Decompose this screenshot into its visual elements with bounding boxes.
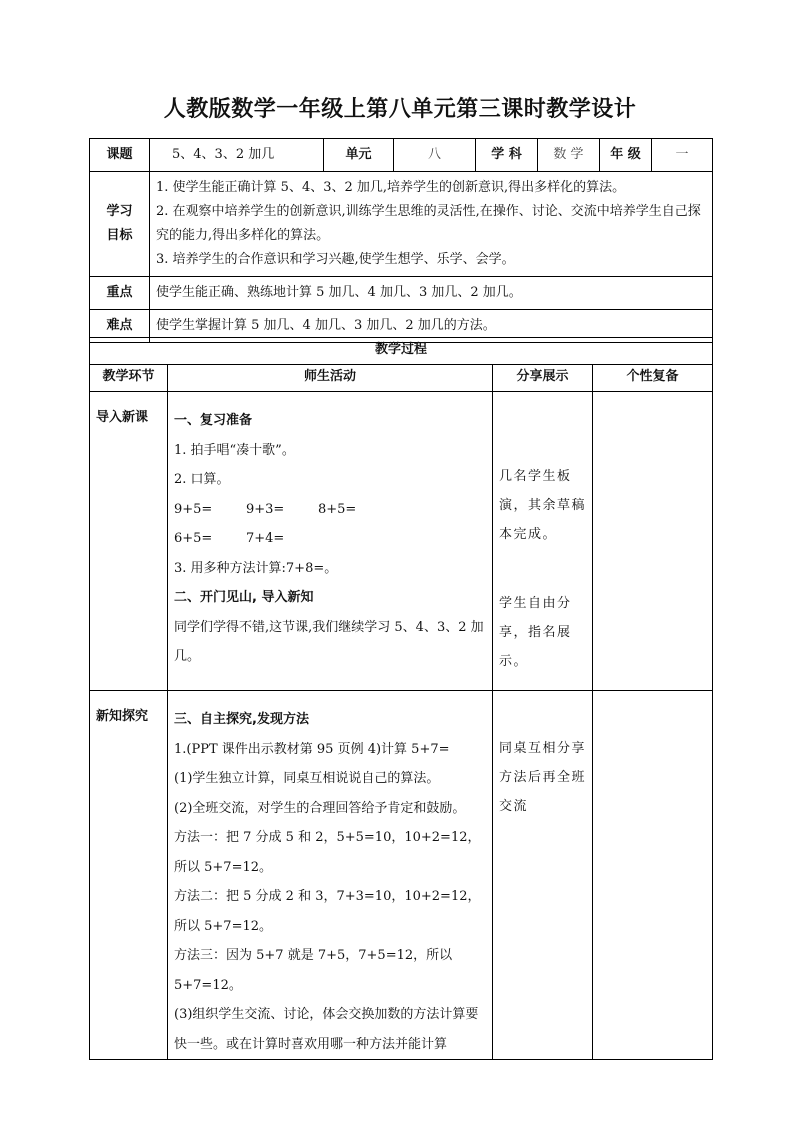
column-header-row [90,365,713,392]
activity-line: 方法一：把 7 分成 5 和 2，5+5=10，10+2=12，所以 5+7=12。 [174,830,481,875]
activity-line: (2)全班交流，对学生的合理回答给予肯定和鼓励。 [174,800,466,816]
activity-line: 1. 拍手唱“凑十歌”。 [174,442,295,458]
section-heading: 一、复习准备 [174,413,253,428]
stage-row-explore [90,691,713,1060]
activity-line: 方法三：因为 5+7 就是 7+5，7+5=12，所以 5+7=12。 [174,948,453,993]
process-title-row [90,338,713,365]
activity-line: (1)学生独立计算，同桌互相说说自己的算法。 [174,771,440,786]
subject-label: 学 科 [476,139,538,172]
goals-label-line1: 学习 [106,204,133,219]
col-share-header: 分享展示 [493,365,593,392]
share-cell [493,392,593,691]
grade-value: 一 [652,139,713,172]
grade-label: 年 级 [600,139,652,172]
calc-row [174,524,486,554]
goals-content [150,172,713,277]
share-text: 同桌互相分享方法后再全班交流 [499,741,587,814]
stage-name: 导入新课 [90,392,168,691]
goals-label-line2: 目标 [106,228,133,243]
subject-value: 数 学 [538,139,600,172]
activity-line: 2. 口算。 [174,472,230,487]
activity-line: (3)组织学生交流、讨论，体会交换加数的方法计算要快一些。或在计算时喜欢用哪一种方法并能计算 [174,1007,479,1052]
stage-name: 新知探究 [90,691,168,1060]
activity-cell [168,392,493,691]
key-point-row [90,277,713,310]
difficulty-value: 使学生掌握计算 5 加几、4 加几、3 加几、2 加几的方法。 [150,310,713,343]
activity-line: 方法二：把 5 分成 2 和 3，7+3=10，10+2=12，所以 5+7=12。 [174,889,481,934]
col-stage-header: 教学环节 [90,365,168,392]
key-point-value: 使学生能正确、熟练地计算 5 加几、4 加几、3 加几、2 加几。 [150,277,713,310]
activity-line: 同学们学得不错,这节课,我们继续学习 5、4、3、2 加几。 [174,619,484,664]
section-heading: 三、自主探究,发现方法 [174,712,309,727]
unit-value: 八 [394,139,476,172]
topic-row [90,139,713,172]
goal-item: 1. 使学生能正确计算 5、4、3、2 加几,培养学生的创新意识,得出多样化的算法。 [156,180,626,195]
activity-line: 1.(PPT 课件出示教材第 95 页例 4)计算 5+7= [174,741,450,757]
share-cell [493,691,593,1060]
calc-item: 6+5= [174,531,213,546]
section-heading: 二、开门见山, 导入新知 [174,590,314,605]
notes-cell [593,392,713,691]
activity-line: 3. 用多种方法计算:7+8=。 [174,560,338,576]
stage-row-intro [90,392,713,691]
goal-item: 3. 培养学生的合作意识和学习兴趣,使学生想学、乐学、会学。 [156,252,515,267]
calc-row [174,495,486,525]
goals-label [90,172,150,277]
page-title: 人教版数学一年级上第八单元第三课时教学设计 [163,97,637,122]
key-point-label: 重点 [90,277,150,310]
calc-item: 9+5= [174,501,213,517]
topic-label: 课题 [90,139,150,172]
col-activity-header: 师生活动 [168,365,493,392]
unit-label: 单元 [324,139,394,172]
difficulty-label: 难点 [90,310,150,343]
lesson-info-table [89,138,713,343]
activity-cell [168,691,493,1060]
calc-item: 8+5= [318,501,357,517]
goals-row [90,172,713,277]
share-text: 几名学生板演，其余草稿本完成。 [499,469,587,542]
calc-item: 7+4= [246,531,285,546]
goal-item: 2. 在观察中培养学生的创新意识,训练学生思维的灵活性,在操作、讨论、交流中培养学生自己探究的能力,得出多样化的算法。 [156,204,701,243]
col-notes-header: 个性复备 [593,365,713,392]
teaching-process-table [89,337,713,1060]
notes-cell [593,691,713,1060]
calc-item: 9+3= [246,501,285,517]
topic-value: 5、4、3、2 加几 [150,139,324,172]
share-text: 学生自由分享，指名展示。 [499,596,572,669]
process-title: 教学过程 [90,338,713,365]
